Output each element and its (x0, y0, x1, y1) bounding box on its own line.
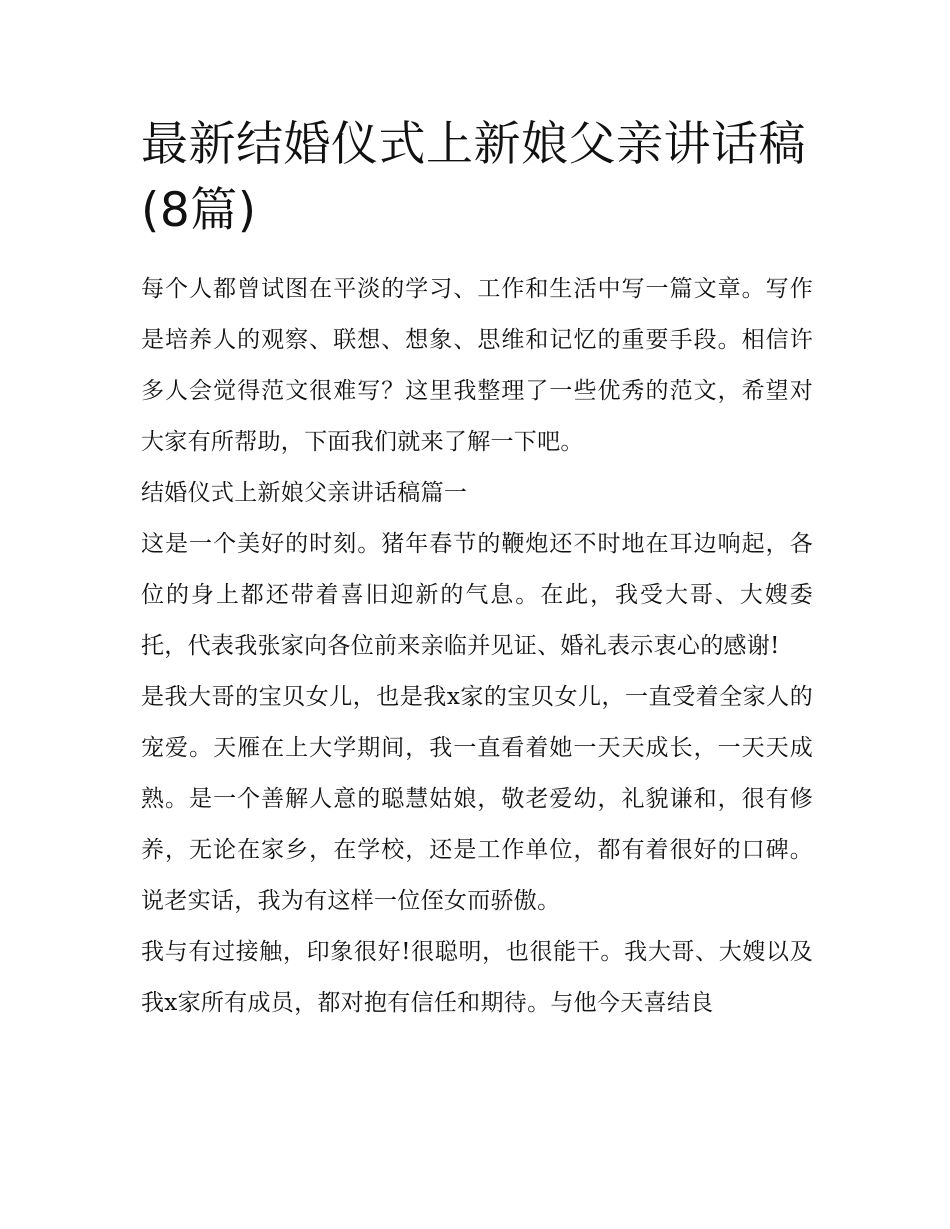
body-paragraph: 这是一个美好的时刻。猪年春节的鞭炮还不时地在耳边响起，各位的身上都还带着喜旧迎新的气息。在此，我受大哥、大嫂委托，代表我张家向各位前来亲临并见证、婚礼表示衷心的感谢! (141, 531, 813, 659)
intro-paragraph: 每个人都曾试图在平淡的学习、工作和生活中写一篇文章。写作是培养人的观察、联想、想象、思维和记忆的重要手段。相信许多人会觉得范文很难写？这里我整理了一些优秀的范文，希望对大家有所帮助，下面我们就来了解一下吧。 (141, 276, 813, 455)
body-paragraph: 我与有过接触，印象很好!很聪明，也很能干。我大哥、大嫂以及我x家所有成员，都对抱有信任和期待。与他今天喜结良 (141, 939, 813, 1016)
document-page (141, 112, 813, 1029)
document-title: 最新结婚仪式上新娘父亲讲话稿(8篇) (141, 117, 806, 238)
section-heading: 结婚仪式上新娘父亲讲话稿篇一 (141, 480, 468, 506)
body-paragraph: 是我大哥的宝贝女儿，也是我x家的宝贝女儿，一直受着全家人的宠爱。天雁在上大学期间，我一直看着她一天天成长，一天天成熟。是一个善解人意的聪慧姑娘，敬老爱幼，礼貌谦和，很有修养，无论在家乡，在学校，还是工作单位，都有着很好的口碑。说老实话，我为有这样一位侄女而骄傲。 (141, 684, 813, 914)
